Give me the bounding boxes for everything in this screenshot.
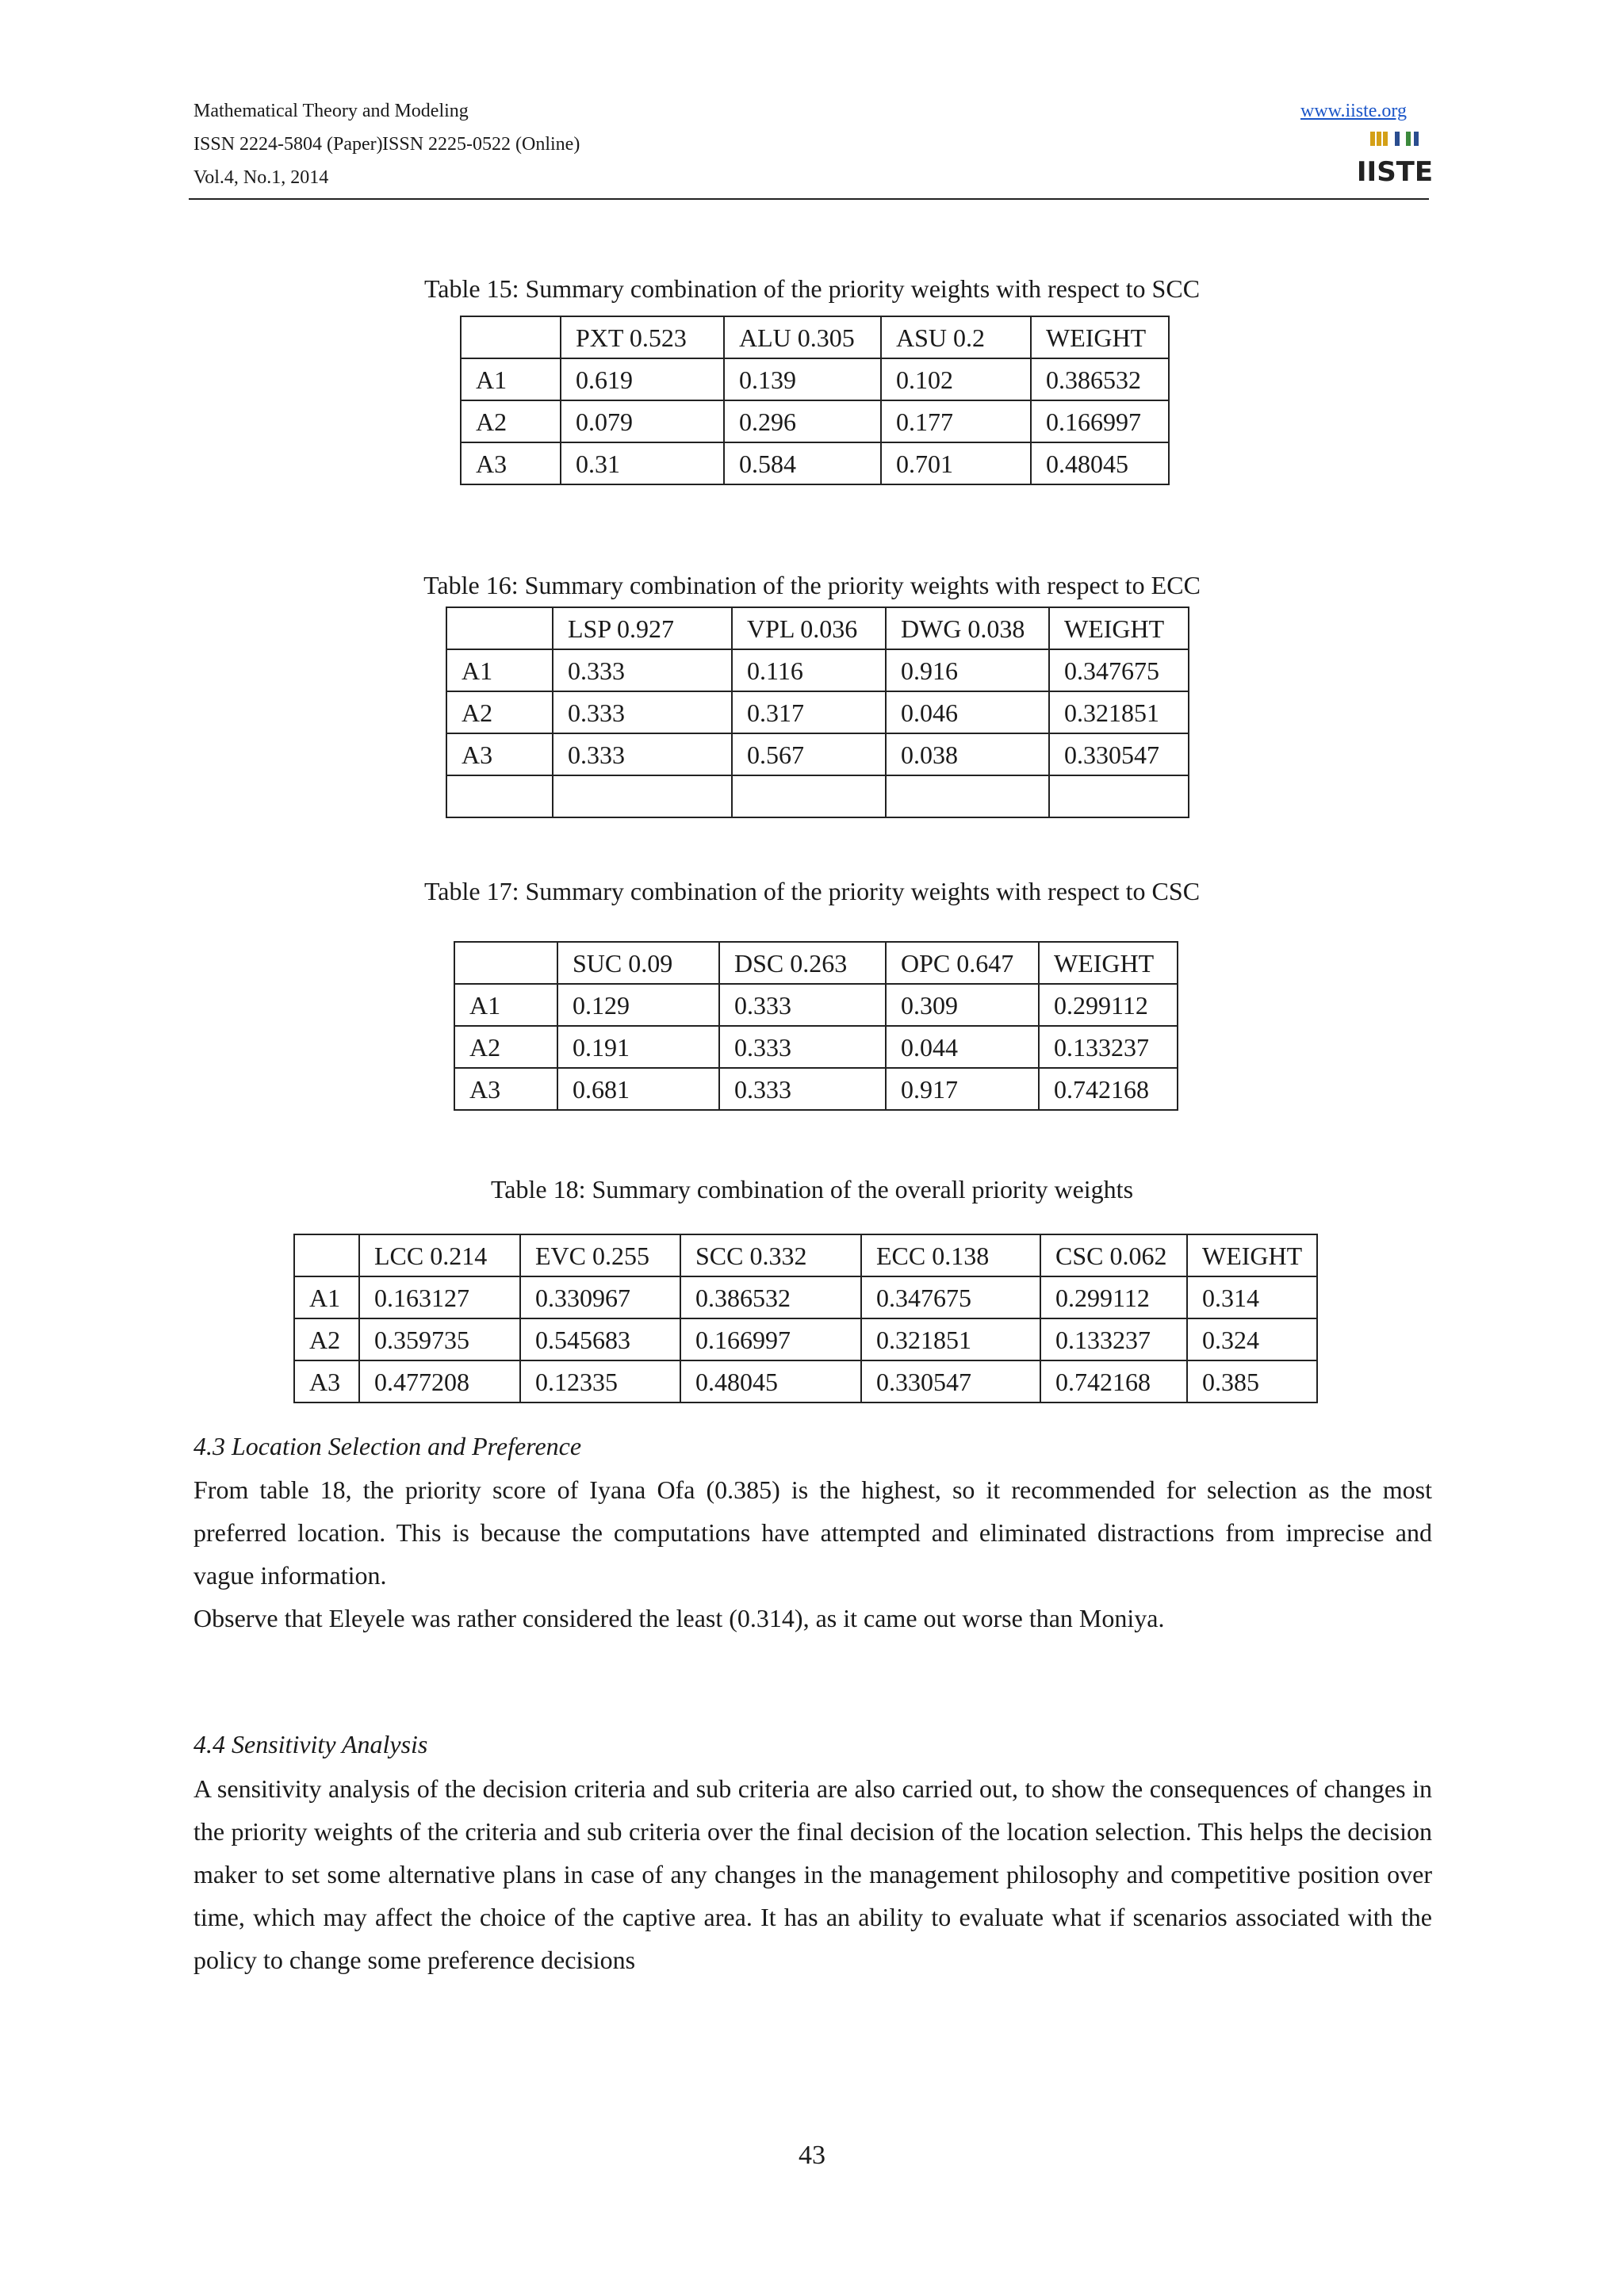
table-cell: A3 (446, 733, 553, 775)
table-cell: 0.324 (1187, 1318, 1317, 1360)
logo-lettering: IISTE (1356, 156, 1434, 188)
table-row-empty (446, 775, 1189, 817)
table-row (454, 1068, 1178, 1110)
header-rule (189, 198, 1429, 200)
table-cell: A1 (461, 358, 561, 400)
section-4-3-body (193, 1468, 1432, 1640)
table-cell: 0.317 (732, 691, 886, 733)
table-row (461, 400, 1169, 442)
table-cell: 0.347675 (1049, 649, 1189, 691)
table-cell: 0.133237 (1040, 1318, 1187, 1360)
table-cell: DSC 0.263 (719, 942, 886, 984)
table-cell: 0.321851 (861, 1318, 1040, 1360)
table-cell: 0.333 (553, 649, 732, 691)
table-cell: WEIGHT (1049, 607, 1189, 649)
table-cell: 0.567 (732, 733, 886, 775)
table-cell: 0.102 (881, 358, 1031, 400)
section-4-4-heading: 4.4 Sensitivity Analysis (193, 1730, 428, 1758)
table-cell (446, 775, 553, 817)
table-cell: ALU 0.305 (724, 316, 881, 358)
table-cell: LCC 0.214 (359, 1234, 520, 1276)
table-cell: 0.619 (561, 358, 724, 400)
section-4-3-heading: 4.3 Location Selection and Preference (193, 1432, 582, 1460)
table-cell: 0.166997 (1031, 400, 1169, 442)
table-cell: SUC 0.09 (557, 942, 719, 984)
table-cell: 0.309 (886, 984, 1039, 1026)
table-15 (460, 316, 1170, 485)
table-cell: WEIGHT (1031, 316, 1169, 358)
table-cell: OPC 0.647 (886, 942, 1039, 984)
table-cell: A2 (446, 691, 553, 733)
table-cell: 0.333 (719, 1026, 886, 1068)
table-cell: ECC 0.138 (861, 1234, 1040, 1276)
journal-title: Mathematical Theory and Modeling (193, 101, 469, 121)
table-header-row (461, 316, 1169, 358)
table-cell: 0.917 (886, 1068, 1039, 1110)
iiste-logo (1356, 130, 1434, 188)
table-cell: A1 (446, 649, 553, 691)
table-18 (293, 1234, 1318, 1403)
table-cell: 0.545683 (520, 1318, 680, 1360)
table-cell: 0.48045 (1031, 442, 1169, 484)
table-cell: A2 (294, 1318, 359, 1360)
table-cell: 0.044 (886, 1026, 1039, 1068)
table-cell: 0.742168 (1039, 1068, 1178, 1110)
table-row (461, 358, 1169, 400)
table-cell: 0.133237 (1039, 1026, 1178, 1068)
paragraph: From table 18, the priority score of Iyana Ofa (0.385) is the highest, so it recommended for selection as the most preferred location. This is because the computations have attempted and eliminated distractions from imprecise and vague information. (193, 1475, 1432, 1590)
table-row (294, 1318, 1317, 1360)
table-cell: 0.31 (561, 442, 724, 484)
table-cell: 0.333 (553, 733, 732, 775)
table-cell: A3 (461, 442, 561, 484)
table-17-caption: Table 17: Summary combination of the priority weights with respect to CSC (423, 877, 1201, 905)
table-cell: A2 (454, 1026, 557, 1068)
table-cell: 0.385 (1187, 1360, 1317, 1402)
table-cell: A1 (294, 1276, 359, 1318)
table-cell: 0.386532 (680, 1276, 861, 1318)
table-cell: LSP 0.927 (553, 607, 732, 649)
table-16 (446, 607, 1189, 818)
page-number: 43 (799, 2141, 825, 2170)
table-cell: 0.191 (557, 1026, 719, 1068)
issn-online: ISSN 2225-0522 (Online) (382, 134, 580, 155)
paragraph: A sensitivity analysis of the decision criteria and sub criteria are also carried out, to show the consequences of changes in the priority weights of the criteria and sub criteria over the final decision of the location selection. This helps the decision maker to set some alternative plans in case of any changes in the management philosophy and competitive position over time, which may affect the choice of the captive area. It has an ability to evaluate what if scenarios associated with the policy to change some preference decisions (193, 1774, 1432, 1974)
table-cell: A1 (454, 984, 557, 1026)
table-cell (732, 775, 886, 817)
table-cell: 0.296 (724, 400, 881, 442)
table-cell: 0.321851 (1049, 691, 1189, 733)
table-cell: 0.333 (719, 984, 886, 1026)
table-cell: 0.681 (557, 1068, 719, 1110)
table-cell: 0.333 (719, 1068, 886, 1110)
volume-info: Vol.4, No.1, 2014 (193, 167, 329, 188)
table-cell: 0.330547 (1049, 733, 1189, 775)
table-cell: 0.48045 (680, 1360, 861, 1402)
table-cell: VPL 0.036 (732, 607, 886, 649)
issn-paper: ISSN 2224-5804 (Paper) (193, 134, 383, 155)
table-cell: A3 (454, 1068, 557, 1110)
table-row (454, 1026, 1178, 1068)
table-cell: PXT 0.523 (561, 316, 724, 358)
table-cell: 0.333 (553, 691, 732, 733)
table-cell (461, 316, 561, 358)
table-row (294, 1360, 1317, 1402)
table-cell: 0.359735 (359, 1318, 520, 1360)
section-4-4-body (193, 1767, 1432, 1981)
table-cell: WEIGHT (1187, 1234, 1317, 1276)
table-17 (454, 941, 1178, 1111)
table-header-row (454, 942, 1178, 984)
table-cell (553, 775, 732, 817)
table-cell (454, 942, 557, 984)
table-cell: 0.477208 (359, 1360, 520, 1402)
table-cell: A2 (461, 400, 561, 442)
table-cell: 0.584 (724, 442, 881, 484)
table-cell: 0.046 (886, 691, 1049, 733)
journal-website-link[interactable]: www.iiste.org (1300, 101, 1407, 121)
table-cell: 0.916 (886, 649, 1049, 691)
table-cell: 0.701 (881, 442, 1031, 484)
table-cell: 0.330547 (861, 1360, 1040, 1402)
table-row (294, 1276, 1317, 1318)
table-cell: WEIGHT (1039, 942, 1178, 984)
table-cell: 0.116 (732, 649, 886, 691)
table-cell: 0.386532 (1031, 358, 1169, 400)
table-cell: 0.299112 (1040, 1276, 1187, 1318)
table-cell: 0.299112 (1039, 984, 1178, 1026)
table-cell: 0.163127 (359, 1276, 520, 1318)
table-cell: 0.12335 (520, 1360, 680, 1402)
table-row (446, 733, 1189, 775)
table-header-row (294, 1234, 1317, 1276)
table-cell: 0.742168 (1040, 1360, 1187, 1402)
table-cell: SCC 0.332 (680, 1234, 861, 1276)
table-row (446, 691, 1189, 733)
table-18-caption: Table 18: Summary combination of the overall priority weights (490, 1175, 1134, 1203)
table-cell: 0.166997 (680, 1318, 861, 1360)
table-cell: 0.314 (1187, 1276, 1317, 1318)
table-cell: ASU 0.2 (881, 316, 1031, 358)
table-16-caption: Table 16: Summary combination of the priority weights with respect to ECC (423, 571, 1201, 599)
paragraph: Observe that Eleyele was rather considered the least (0.314), as it came out worse than Moniya. (193, 1604, 1165, 1632)
table-cell: 0.177 (881, 400, 1031, 442)
table-cell: CSC 0.062 (1040, 1234, 1187, 1276)
table-cell: DWG 0.038 (886, 607, 1049, 649)
table-cell: 0.129 (557, 984, 719, 1026)
table-cell: 0.079 (561, 400, 724, 442)
table-cell: 0.139 (724, 358, 881, 400)
table-row (461, 442, 1169, 484)
table-row (454, 984, 1178, 1026)
table-cell: 0.330967 (520, 1276, 680, 1318)
table-cell: EVC 0.255 (520, 1234, 680, 1276)
table-header-row (446, 607, 1189, 649)
table-cell (446, 607, 553, 649)
table-cell (294, 1234, 359, 1276)
table-cell: 0.347675 (861, 1276, 1040, 1318)
table-cell (1049, 775, 1189, 817)
table-cell: A3 (294, 1360, 359, 1402)
table-row (446, 649, 1189, 691)
table-15-caption: Table 15: Summary combination of the priority weights with respect to SCC (423, 274, 1201, 303)
table-cell: 0.038 (886, 733, 1049, 775)
table-cell (886, 775, 1049, 817)
